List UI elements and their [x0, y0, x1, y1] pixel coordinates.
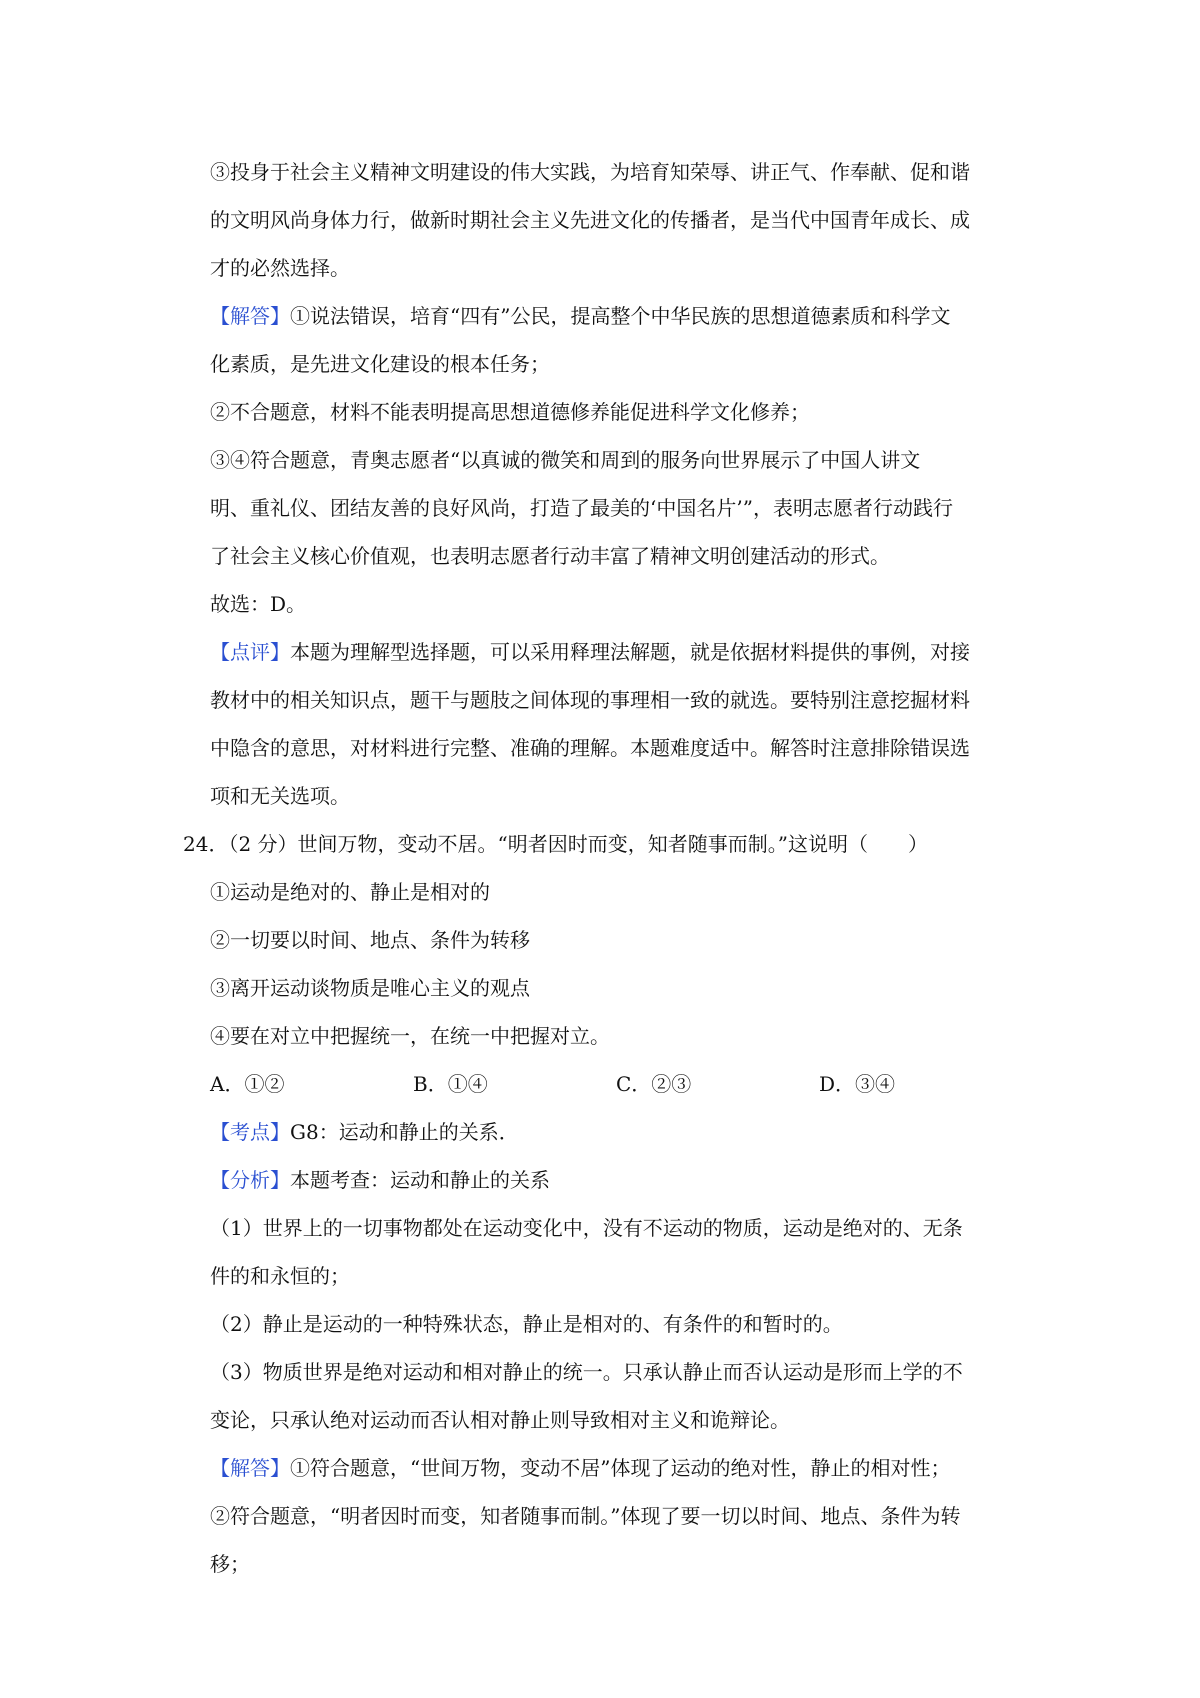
question-24: 24．（2 分）世间万物，变动不居。“明者因时而变，知者随事而制。”这说明（ ）: [183, 832, 928, 856]
answer-tag: 【解答】: [210, 304, 290, 328]
text-line: 故选：D。: [210, 592, 307, 616]
statement-1: ①运动是绝对的、静止是相对的: [210, 880, 490, 904]
answer-text: ①说法错误，培育“四有”公民，提高整个中华民族的思想道德素质和科学文: [290, 304, 951, 328]
text-line: 化素质，是先进文化建设的根本任务；: [210, 352, 550, 376]
text-line: （3）物质世界是绝对运动和相对静止的统一。只承认静止而否认运动是形而上学的不: [210, 1360, 963, 1384]
analysis-tag: 【分析】: [210, 1168, 290, 1192]
text-line: （1）世界上的一切事物都处在运动变化中，没有不运动的物质，运动是绝对的、无条: [210, 1216, 963, 1240]
option-a: A．①②: [210, 1072, 285, 1096]
text-line: 项和无关选项。: [210, 784, 350, 808]
knowledge-point-text: G8：运动和静止的关系．: [290, 1120, 519, 1144]
statement-4: ④要在对立中把握统一，在统一中把握对立。: [210, 1024, 610, 1048]
analysis-text: 本题考查：运动和静止的关系: [290, 1168, 550, 1192]
comment-tag: 【点评】: [210, 640, 290, 664]
text-line: 件的和永恒的；: [210, 1264, 350, 1288]
knowledge-point-line: [210, 1108, 1022, 1156]
text-line: 移；: [210, 1552, 250, 1576]
text-line: ②符合题意，“明者因时而变，知者随事而制。”体现了要一切以时间、地点、条件为转: [210, 1504, 961, 1528]
document-body: [183, 148, 1022, 1588]
text-line: ③投身于社会主义精神文明建设的伟大实践，为培育知荣辱、讲正气、作奉献、促和谐: [210, 160, 970, 184]
option-d: D．③④: [819, 1072, 896, 1096]
answer-line: [210, 1444, 1022, 1492]
statement-3: ③离开运动谈物质是唯心主义的观点: [210, 976, 530, 1000]
text-line: 中隐含的意思，对材料进行完整、准确的理解。本题难度适中。解答时注意排除错误选: [210, 736, 970, 760]
text-line: 的文明风尚身体力行，做新时期社会主义先进文化的传播者，是当代中国青年成长、成: [210, 208, 970, 232]
text-line: （2）静止是运动的一种特殊状态，静止是相对的、有条件的和暂时的。: [210, 1312, 843, 1336]
comment-line: [210, 628, 1022, 676]
answer-options: [210, 1060, 1022, 1108]
answer-line: [210, 292, 1022, 340]
knowledge-point-tag: 【考点】: [210, 1120, 290, 1144]
text-line: 了社会主义核心价值观，也表明志愿者行动丰富了精神文明创建活动的形式。: [210, 544, 890, 568]
statement-2: ②一切要以时间、地点、条件为转移: [210, 928, 530, 952]
option-c: C．②③: [616, 1072, 692, 1096]
analysis-line: [210, 1156, 1022, 1204]
answer-tag: 【解答】: [210, 1456, 290, 1480]
option-b: B．①④: [413, 1072, 488, 1096]
answer-text: ①符合题意，“世间万物，变动不居”体现了运动的绝对性，静止的相对性；: [290, 1456, 951, 1480]
text-line: 变论，只承认绝对运动而否认相对静止则导致相对主义和诡辩论。: [210, 1408, 790, 1432]
text-line: 才的必然选择。: [210, 256, 350, 280]
text-line: ③④符合题意，青奥志愿者“以真诚的微笑和周到的服务向世界展示了中国人讲文: [210, 448, 921, 472]
text-line: 教材中的相关知识点，题干与题肢之间体现的事理相一致的就选。要特别注意挖掘材料: [210, 688, 970, 712]
text-line: 明、重礼仪、团结友善的良好风尚，打造了最美的‘中国名片’”，表明志愿者行动践行: [210, 496, 953, 520]
text-line: ②不合题意，材料不能表明提高思想道德修养能促进科学文化修养；: [210, 400, 810, 424]
comment-text: 本题为理解型选择题，可以采用释理法解题，就是依据材料提供的事例，对接: [290, 640, 970, 664]
